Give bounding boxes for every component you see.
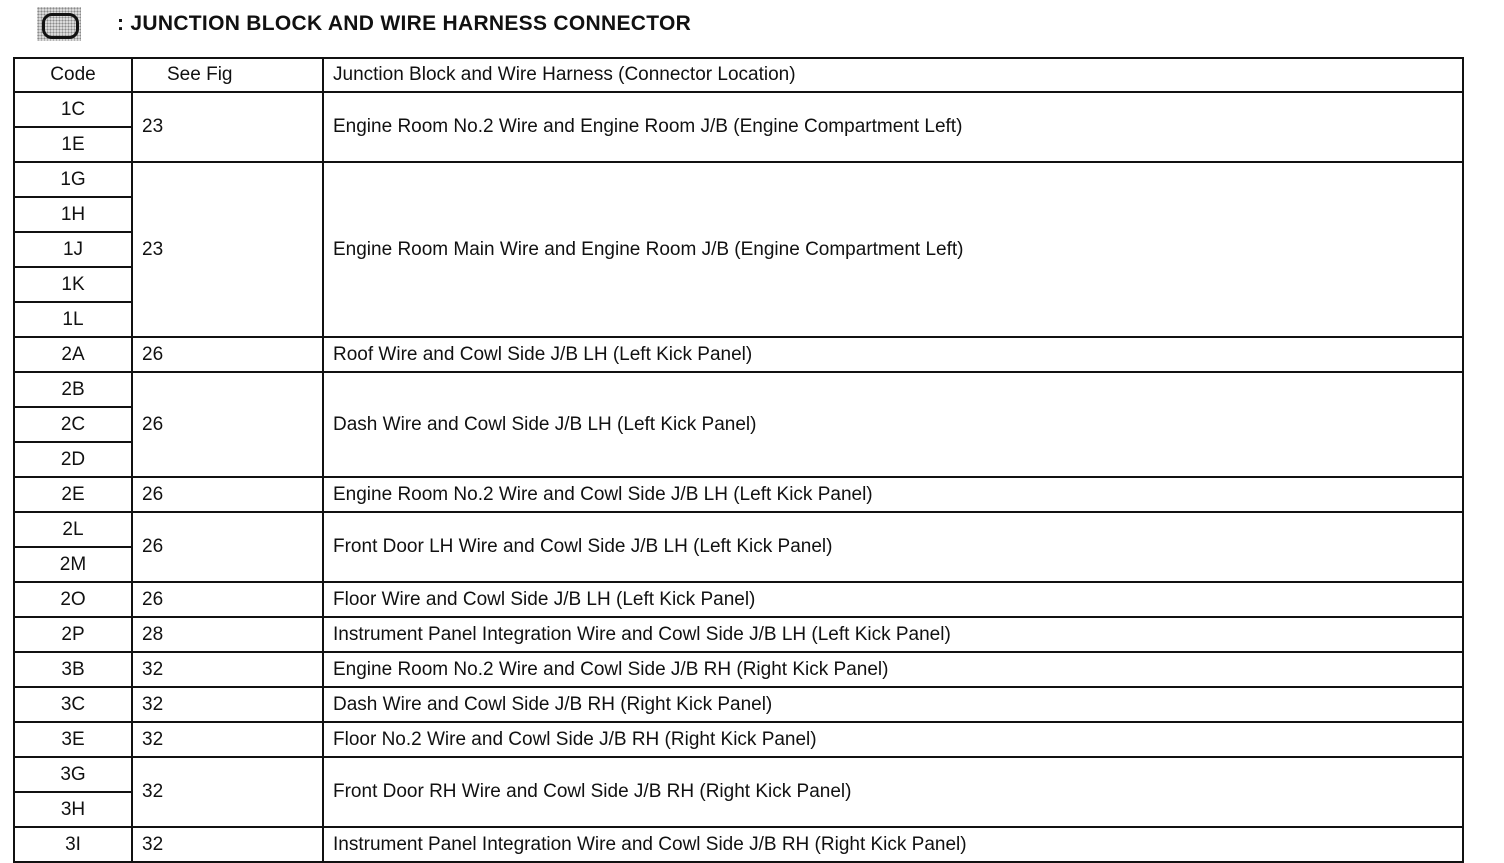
see-fig-cell: 32 xyxy=(132,722,323,757)
see-fig-cell: 32 xyxy=(132,687,323,722)
code-cell: 3B xyxy=(14,652,132,687)
table-row xyxy=(14,652,1463,687)
location-cell: Instrument Panel Integration Wire and Cowl Side J/B RH (Right Kick Panel) xyxy=(323,827,1463,862)
code-cell: 2L xyxy=(14,512,132,547)
see-fig-cell: 26 xyxy=(132,512,323,582)
code-cell: 1E xyxy=(14,127,132,162)
table-row xyxy=(14,827,1463,862)
table-row xyxy=(14,582,1463,617)
code-cell: 2D xyxy=(14,442,132,477)
code-cell: 2O xyxy=(14,582,132,617)
page-header xyxy=(37,4,691,44)
code-cell: 3I xyxy=(14,827,132,862)
table-row xyxy=(14,372,1463,407)
code-cell: 3H xyxy=(14,792,132,827)
column-header-code: Code xyxy=(14,58,132,92)
location-cell: Dash Wire and Cowl Side J/B RH (Right Kick Panel) xyxy=(323,687,1463,722)
see-fig-cell: 32 xyxy=(132,827,323,862)
table-row xyxy=(14,617,1463,652)
see-fig-cell: 28 xyxy=(132,617,323,652)
column-header-see-fig: See Fig xyxy=(132,58,323,92)
location-cell: Instrument Panel Integration Wire and Cowl Side J/B LH (Left Kick Panel) xyxy=(323,617,1463,652)
code-cell: 3G xyxy=(14,757,132,792)
code-cell: 3C xyxy=(14,687,132,722)
location-cell: Engine Room Main Wire and Engine Room J/B (Engine Compartment Left) xyxy=(323,162,1463,337)
table-row xyxy=(14,722,1463,757)
code-cell: 1C xyxy=(14,92,132,127)
location-cell: Front Door RH Wire and Cowl Side J/B RH (Right Kick Panel) xyxy=(323,757,1463,827)
location-cell: Floor No.2 Wire and Cowl Side J/B RH (Right Kick Panel) xyxy=(323,722,1463,757)
table-row xyxy=(14,512,1463,547)
table-row xyxy=(14,92,1463,127)
table-row xyxy=(14,337,1463,372)
code-cell: 1G xyxy=(14,162,132,197)
see-fig-cell: 26 xyxy=(132,372,323,477)
code-cell: 2C xyxy=(14,407,132,442)
junction-block-table xyxy=(13,57,1464,863)
table-header-row xyxy=(14,58,1463,92)
column-header-location: Junction Block and Wire Harness (Connector Location) xyxy=(323,58,1463,92)
code-cell: 2M xyxy=(14,547,132,582)
location-cell: Engine Room No.2 Wire and Engine Room J/B (Engine Compartment Left) xyxy=(323,92,1463,162)
location-cell: Engine Room No.2 Wire and Cowl Side J/B RH (Right Kick Panel) xyxy=(323,652,1463,687)
see-fig-cell: 32 xyxy=(132,757,323,827)
location-cell: Floor Wire and Cowl Side J/B LH (Left Kick Panel) xyxy=(323,582,1463,617)
code-cell: 1L xyxy=(14,302,132,337)
code-cell: 1J xyxy=(14,232,132,267)
code-cell: 1H xyxy=(14,197,132,232)
location-cell: Front Door LH Wire and Cowl Side J/B LH (Left Kick Panel) xyxy=(323,512,1463,582)
table-row xyxy=(14,687,1463,722)
code-cell: 2A xyxy=(14,337,132,372)
page-title: : JUNCTION BLOCK AND WIRE HARNESS CONNECTOR xyxy=(117,12,692,35)
table-row xyxy=(14,757,1463,792)
see-fig-cell: 23 xyxy=(132,162,323,337)
see-fig-cell: 23 xyxy=(132,92,323,162)
location-cell: Dash Wire and Cowl Side J/B LH (Left Kick Panel) xyxy=(323,372,1463,477)
code-cell: 1K xyxy=(14,267,132,302)
code-cell: 2B xyxy=(14,372,132,407)
code-cell: 3E xyxy=(14,722,132,757)
see-fig-cell: 32 xyxy=(132,652,323,687)
see-fig-cell: 26 xyxy=(132,582,323,617)
code-cell: 2P xyxy=(14,617,132,652)
location-cell: Engine Room No.2 Wire and Cowl Side J/B LH (Left Kick Panel) xyxy=(323,477,1463,512)
see-fig-cell: 26 xyxy=(132,337,323,372)
table-row xyxy=(14,477,1463,512)
location-cell: Roof Wire and Cowl Side J/B LH (Left Kick Panel) xyxy=(323,337,1463,372)
see-fig-cell: 26 xyxy=(132,477,323,512)
table-row xyxy=(14,162,1463,197)
connector-oval-icon xyxy=(37,7,81,41)
code-cell: 2E xyxy=(14,477,132,512)
